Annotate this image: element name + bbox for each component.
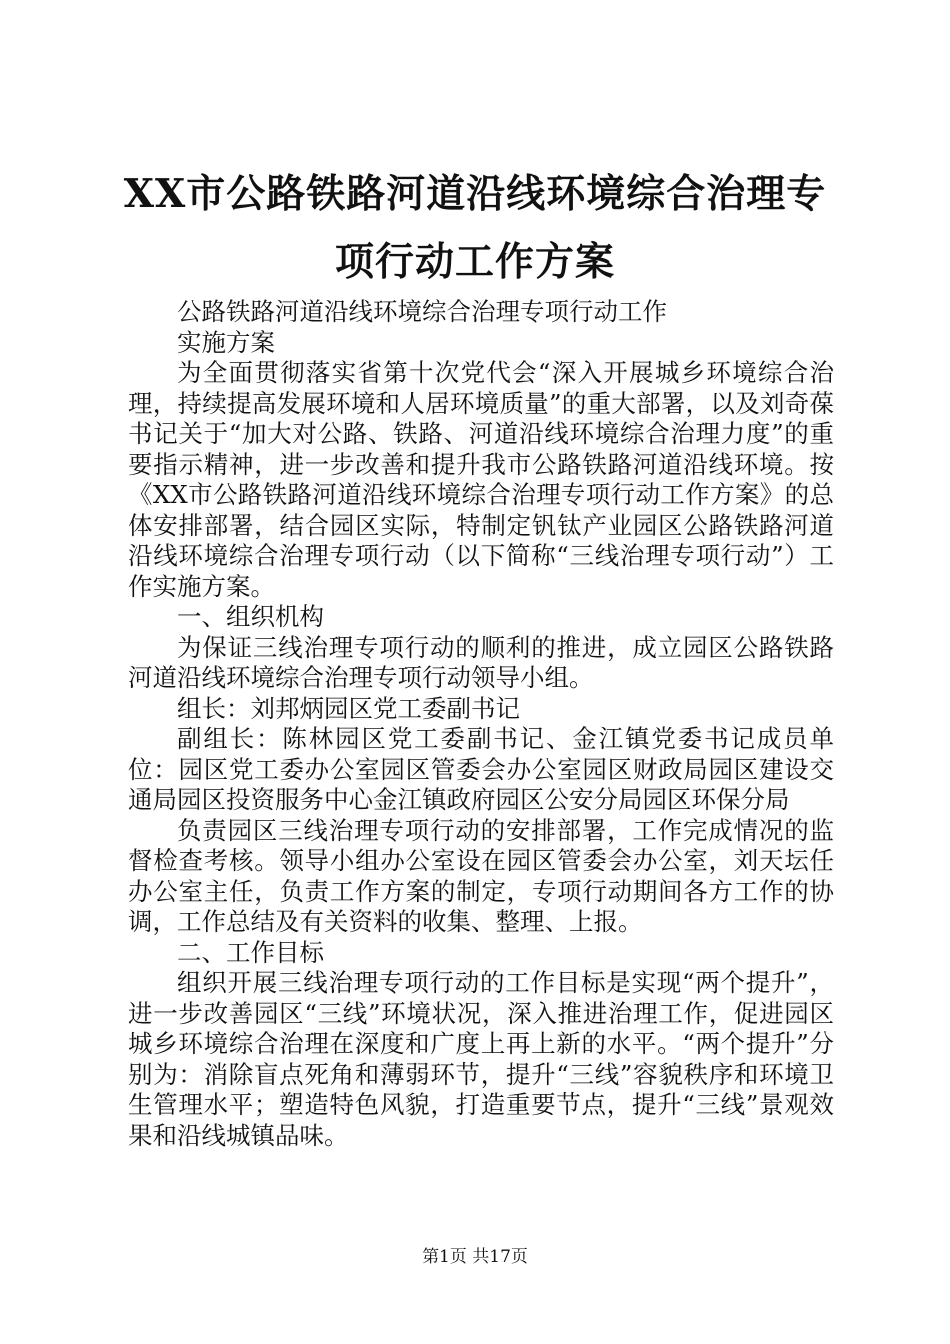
- intro-paragraph: 为全面贯彻落实省第十次党代会“深入开展城乡环境综合治理，持续提高发展环境和人居环境质量”的重大部署，以及刘奇葆书记关于“加大对公路、铁路、河道沿线环境综合治理力度”的重要指示精神，进一步改善和提升我市公路铁路河道沿线环境。按《XX市公路铁路河道沿线环境综合治理专项行动工作方案》的总体安排部署，结合园区实际，特制定钒钛产业园区公路铁路河道沿线环境综合治理专项行动（以下简称“三线治理专项行动”）工作实施方案。: [128, 358, 834, 601]
- subtitle-line-2: 实施方案: [177, 327, 275, 357]
- responsibility-paragraph: 负责园区三线治理专项行动的安排部署，工作完成情况的监督检查考核。领导小组办公室设在园区管委会办公室，刘天坛任办公室主任，负责工作方案的制定，专项行动期间各方工作的协调，工作总结及有关资料的收集、整理、上报。: [128, 815, 834, 936]
- organization-paragraph: 为保证三线治理专项行动的顺利的推进，成立园区公路铁路河道沿线环境综合治理专项行动领导小组。: [128, 632, 834, 692]
- leader-paragraph: 组长：刘邦炳园区党工委副书记: [177, 693, 520, 723]
- section-heading-goals: 二、工作目标: [177, 937, 324, 967]
- document-body: [128, 297, 834, 1151]
- goals-paragraph: 组织开展三线治理专项行动的工作目标是实现“两个提升”，进一步改善园区“三线”环境状况，深入推进治理工作，促进园区城乡环境综合治理在深度和广度上再上新的水平。“两个提升”分别为：消除盲点死角和薄弱环节，提升“三线”容貌秩序和环境卫生管理水平；塑造特色风貌，打造重要节点，提升“三线”景观效果和沿线城镇品味。: [128, 968, 834, 1150]
- page-footer: 第1页 共17页: [422, 1247, 528, 1267]
- deputy-leader-paragraph: 副组长：陈林园区党工委副书记、金江镇党委书记成员单位：园区党工委办公室园区管委会办公室园区财政局园区建设交通局园区投资服务中心金江镇政府园区公安分局园区环保分局: [128, 724, 834, 814]
- subtitle-line-1: 公路铁路河道沿线环境综合治理专项行动工作: [177, 297, 667, 326]
- section-heading-organization: 一、组织机构: [177, 602, 324, 631]
- document-title: XX市公路铁路河道沿线环境综合治理专项行动工作方案: [123, 171, 827, 285]
